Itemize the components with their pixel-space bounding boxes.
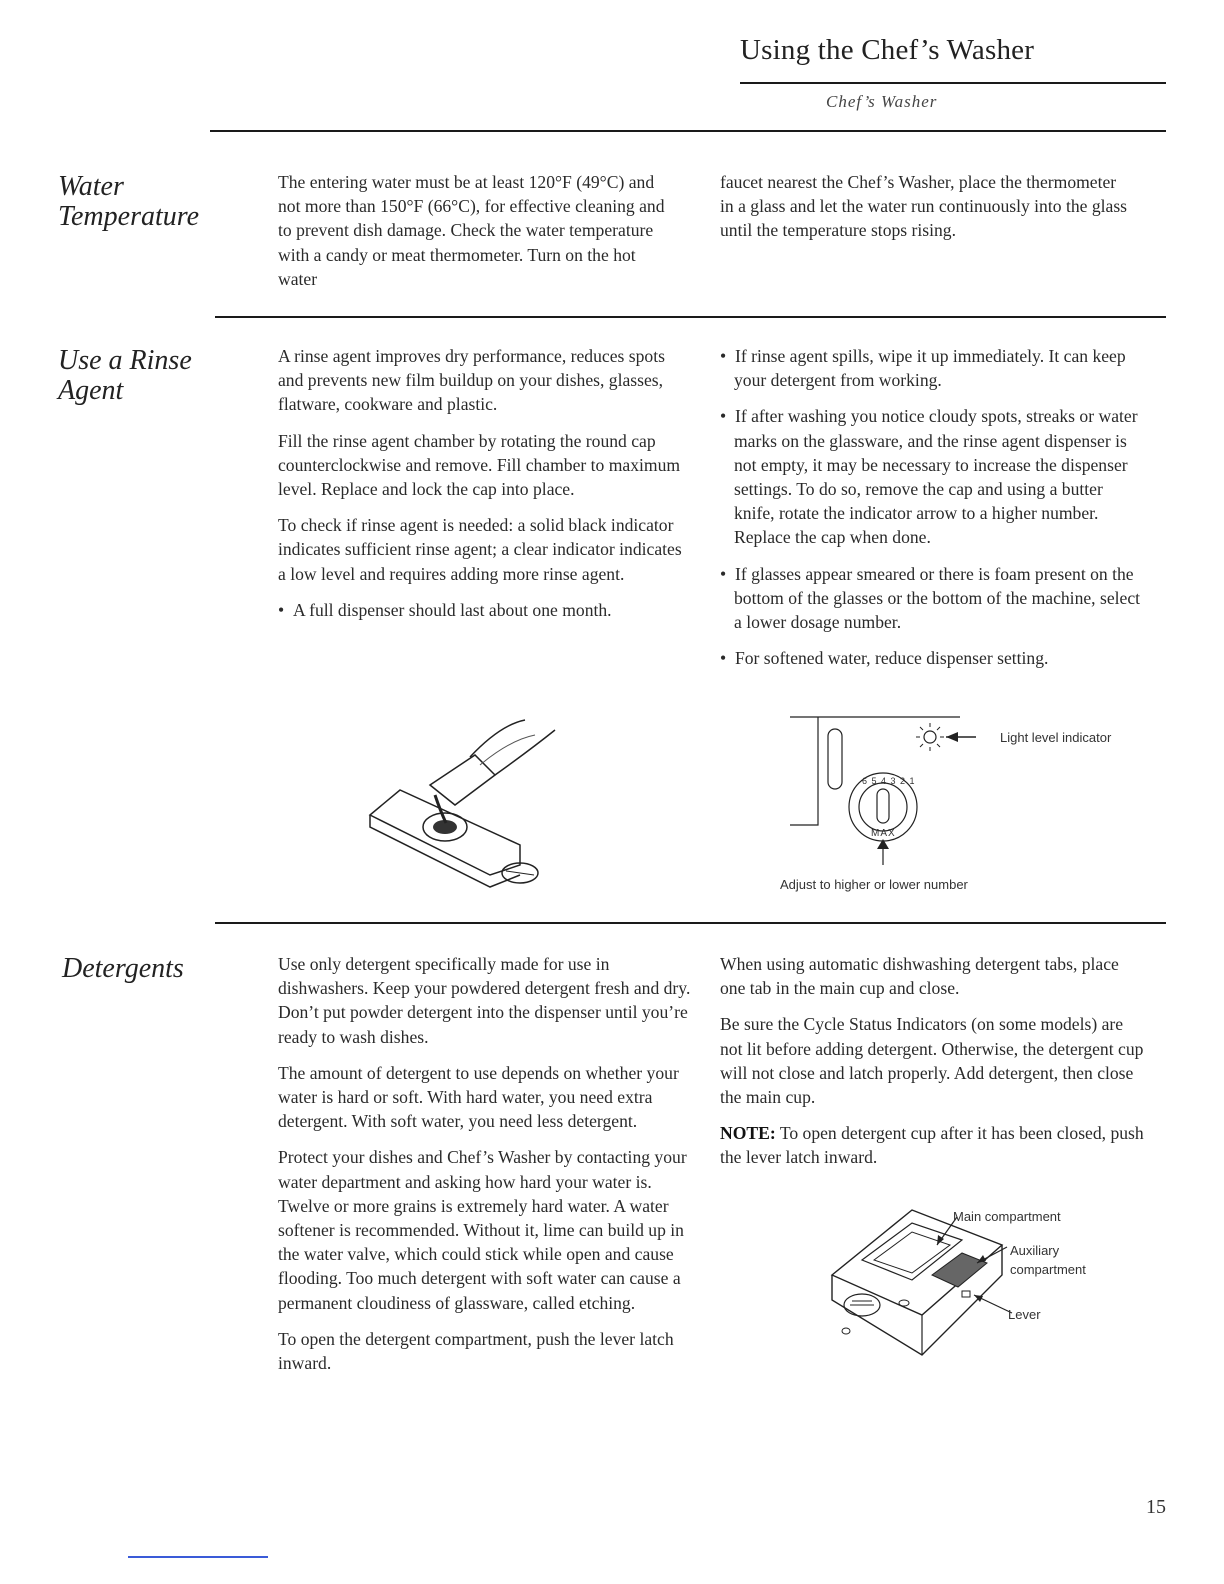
detergent-paragraph-2: The amount of detergent to use depends on whether your water is hard or soft. With hard water, you need extra detergent. With soft water, you need less detergent. (278, 1062, 679, 1132)
light-level-label: Light level indicator (1000, 730, 1112, 745)
rinse-bullet-cloudy: • If after washing you notice cloudy spots, streaks or water marks on the glassware, and the rinse agent dispenser is not empty, it may be necessary to increase the dispenser settings. To do so, remove the cap and using a butter knife, rotate the indicator arrow to a higher number. Replace the cap when done. (720, 404, 1145, 549)
detergent-paragraph-4: To open the detergent compartment, push the lever latch inward. (278, 1328, 674, 1374)
water-temperature-col2: faucet nearest the Chef’s Washer, place the thermometer in a glass and let the water run continuously into the glass until the temperature stops rising. (720, 172, 1128, 241)
rinse-paragraph-2: Fill the rinse agent chamber by rotating the round cap counterclockwise and remove. Fill chamber to maximum level. Replace and lock the cap into place. (278, 430, 681, 500)
detergent-tabs-paragraph: When using automatic dishwashing detergent tabs, place one tab in the main cup and close. (720, 954, 1119, 999)
section-rule-detergents (215, 922, 1166, 924)
main-compartment-label: Main compartment (953, 1209, 1061, 1224)
detergents-col2 (720, 952, 1145, 1182)
header-rule-bottom (210, 130, 1166, 132)
adjust-number-label: Adjust to higher or lower number (780, 877, 968, 892)
rinse-paragraph-3: To check if rinse agent is needed: a solid black indicator indicates sufficient rinse agent; a clear indicator indicates a low level and requires adding more rinse agent. (278, 515, 682, 584)
rinse-bullet-spills: • If rinse agent spills, wipe it up immediately. It can keep your detergent from working. (720, 344, 1145, 392)
detergent-paragraph-1: Use only detergent specifically made for use in dishwashers. Keep your powdered detergent fresh and dry. Don’t put powder detergent into the dispenser until you’re ready to wash dishes. (278, 954, 691, 1047)
rinse-paragraph-1: A rinse agent improves dry performance, reduces spots and prevents new film buildup on your dishes, glasses, flatware, cookware and plastic. (278, 346, 665, 415)
rinse-bullet-softened: • For softened water, reduce dispenser setting. (720, 646, 1145, 670)
footer-link-underline (128, 1556, 268, 1558)
page-title: Using the Chef’s Washer (740, 34, 1035, 66)
lever-label: Lever (1008, 1307, 1041, 1322)
section-rule-rinse (215, 316, 1166, 318)
compartment-label: compartment (1010, 1262, 1086, 1277)
rinse-pour-illustration (360, 715, 580, 895)
detergents-heading: Detergents (62, 953, 184, 984)
dial-max: MAX (871, 828, 896, 839)
rinse-dispenser-diagram (780, 715, 980, 875)
cycle-status-paragraph: Be sure the Cycle Status Indicators (on some models) are not lit before adding detergent. Otherwise, the detergent cup will not close and latch properly. Add detergent, then close the main cup. (720, 1014, 1144, 1108)
rinse-agent-heading: Use a Rinse Agent (58, 345, 192, 406)
dial-numbers: 6 5 4 3 2 1 (862, 776, 916, 786)
water-temperature-col1: The entering water must be at least 120°F (49°C) and not more than 150°F (66°C), for effective cleaning and to prevent dish damage. Check the water temperature with a candy or meat thermometer. Turn on the hot water (278, 172, 665, 289)
detergent-note (720, 1121, 1145, 1169)
rinse-agent-col1 (278, 344, 688, 634)
detergents-col1 (278, 952, 696, 1387)
detergent-dispenser-diagram (812, 1205, 1012, 1365)
detergent-paragraph-3: Protect your dishes and Chef’s Washer by contacting your water department and asking how hard your water is. Twelve or more grains is extremely hard water. A water softener is recommended. Without it, lime can build up in the water valve, which could stick while open and cause flooding. Too much detergent with soft water can cause a permanent cloudiness of glassware, called etching. (278, 1147, 687, 1313)
auxiliary-label: Auxiliary (1010, 1243, 1060, 1258)
rinse-agent-col2 (720, 344, 1145, 682)
note-label: NOTE: (720, 1123, 776, 1144)
note-text: To open detergent cup after it has been closed, push the lever latch inward. (720, 1123, 1144, 1168)
page-subtitle: Chef’s Washer (826, 92, 938, 111)
rinse-bullet-month: • A full dispenser should last about one month. (278, 598, 688, 622)
rinse-bullet-foam: • If glasses appear smeared or there is foam present on the bottom of the glasses or the bottom of the machine, select a lower dosage number. (720, 562, 1145, 635)
header-rule-top (740, 82, 1166, 84)
page-number: 15 (1146, 1496, 1166, 1518)
water-temperature-heading: Water Temperature (58, 171, 200, 232)
